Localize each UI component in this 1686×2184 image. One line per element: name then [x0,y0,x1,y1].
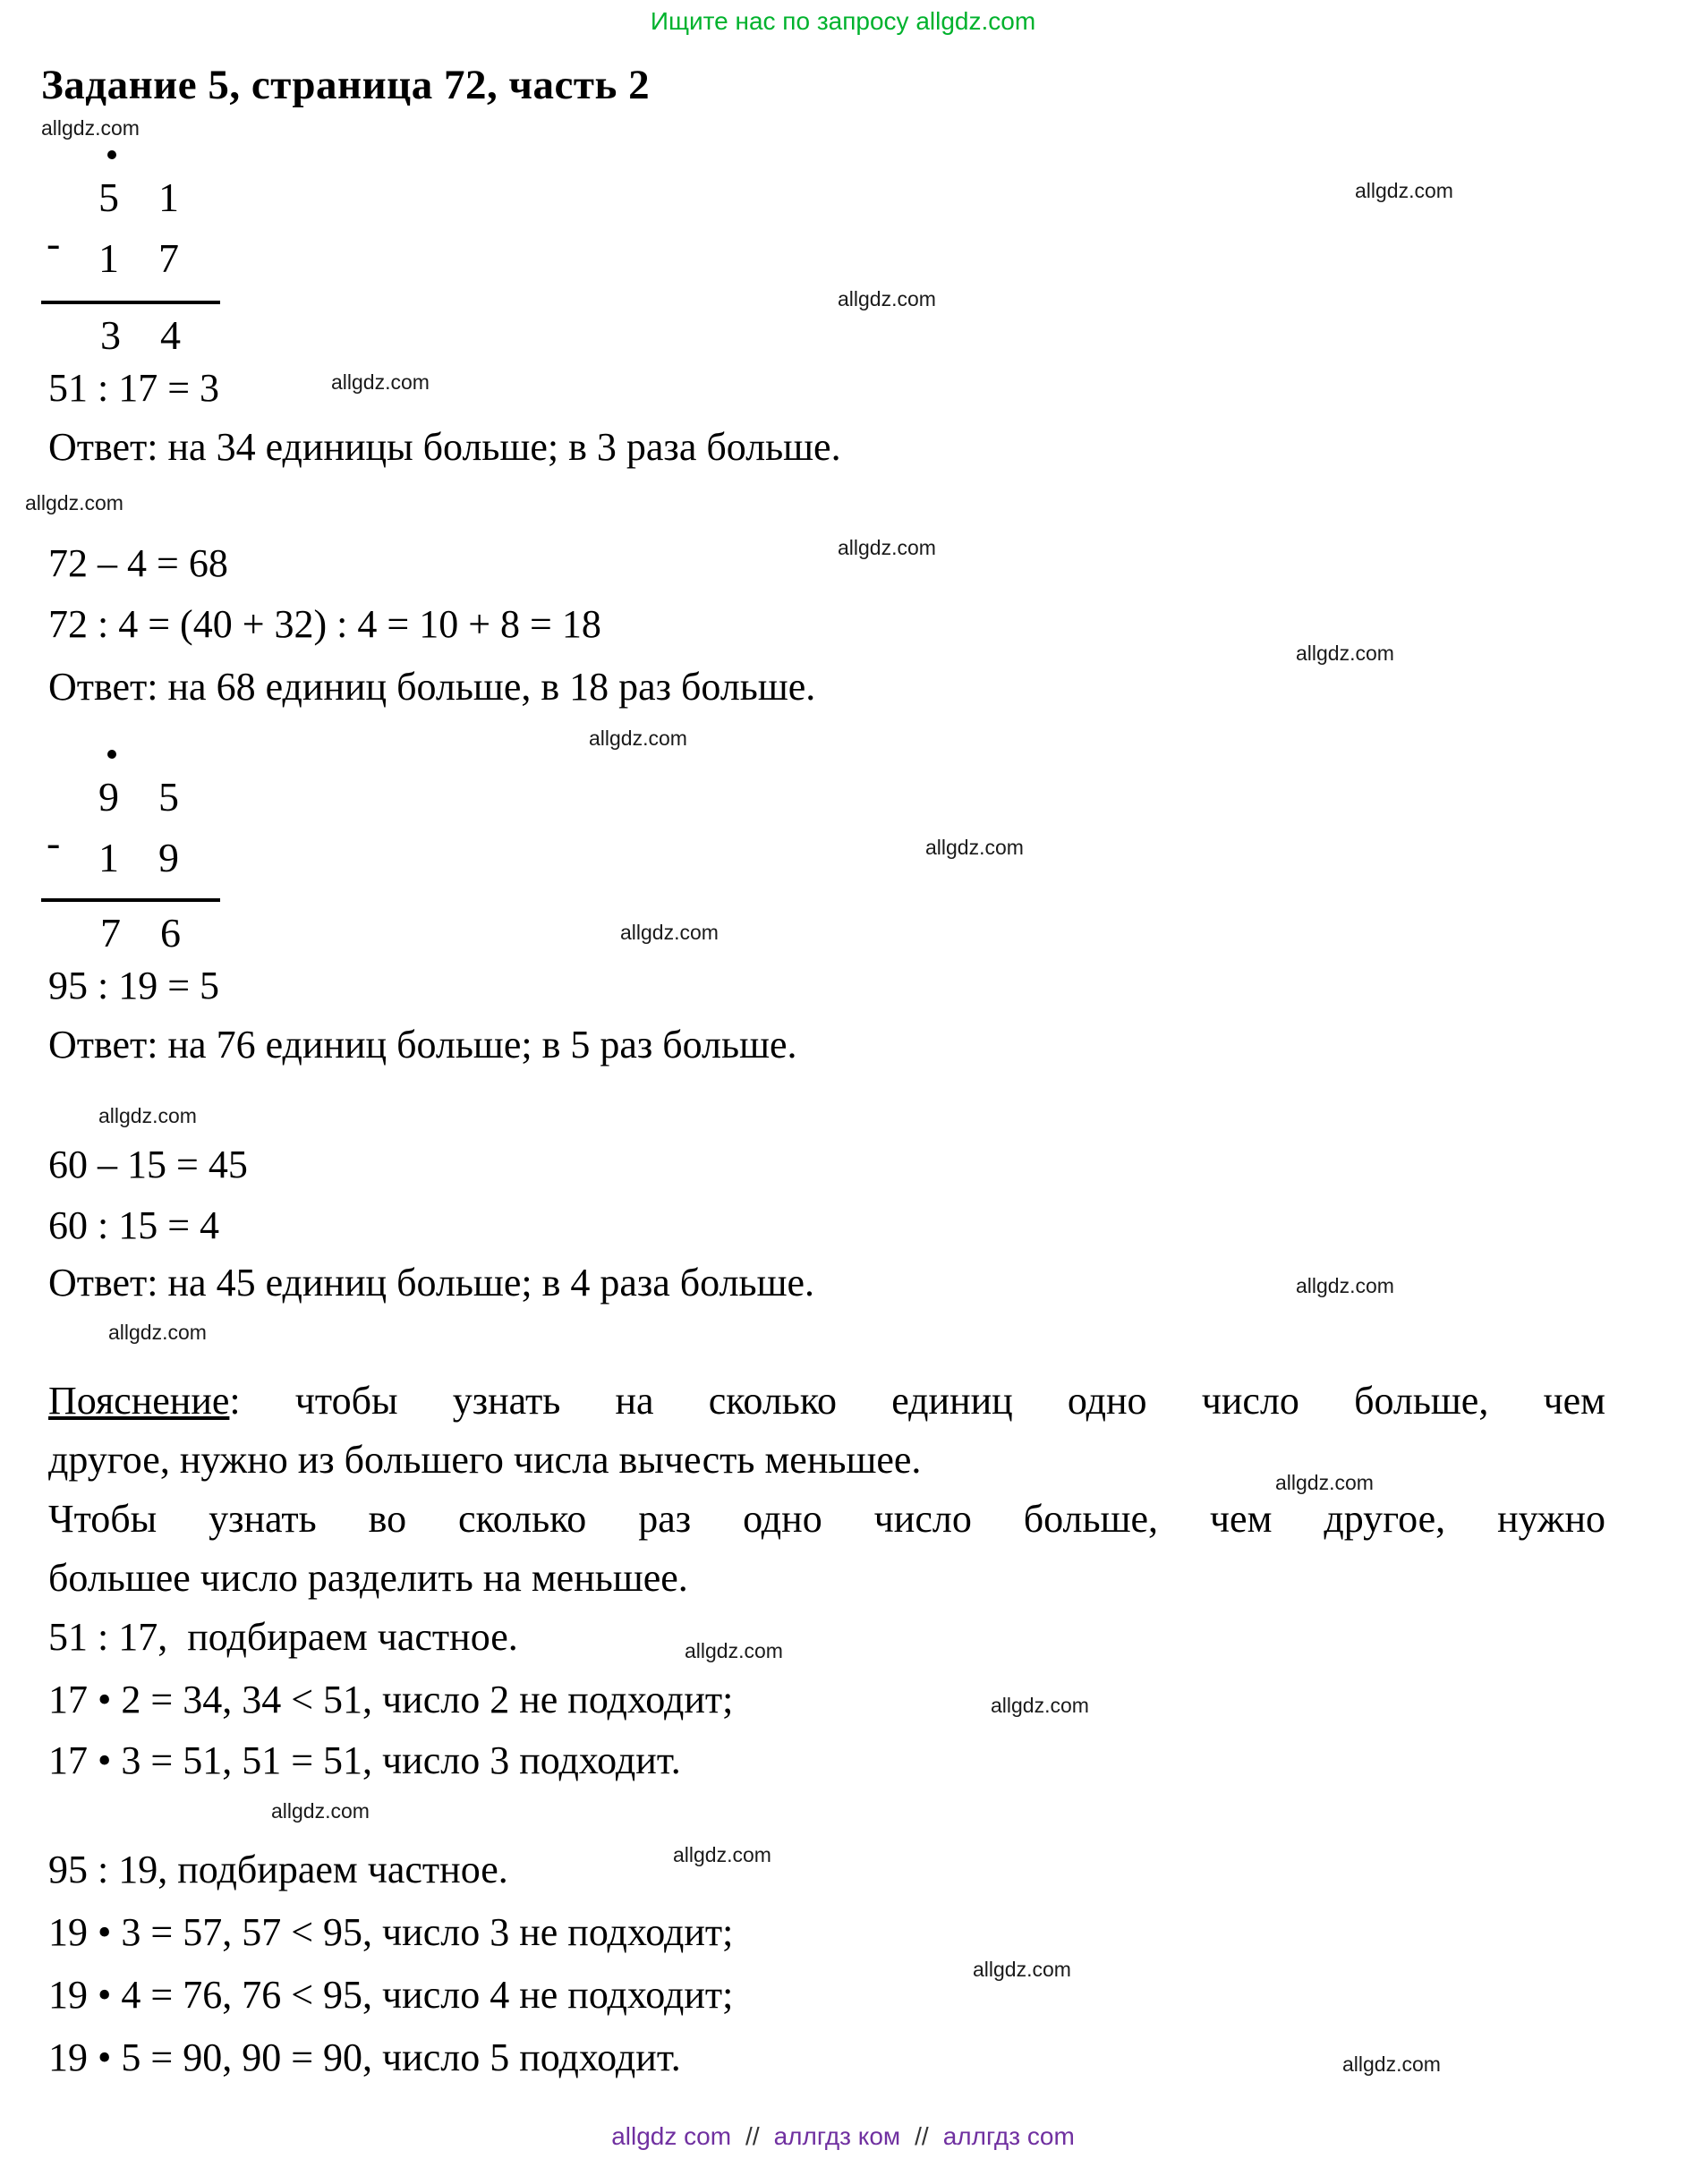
selection2-intro: 95 : 19, подбираем частное. [48,1848,508,1891]
answer-line-3: Ответ: на 76 единиц больше; в 5 раз больше. [48,1023,797,1067]
explanation-line-4: большее число разделить на меньшее. [48,1556,688,1600]
difference-row [100,911,181,956]
selection2-step-1: 19 • 3 = 57, 57 < 95, число 3 не подходит; [48,1910,734,1954]
watermark: allgdz.com [838,536,936,559]
digit: 7 [100,910,121,956]
digit: 5 [98,174,119,220]
borrow-dot [107,150,116,159]
selection2-step-2: 19 • 4 = 76, 76 < 95, число 4 не подходит; [48,1973,734,2017]
digit: 7 [158,235,179,281]
watermark: allgdz.com [1296,642,1394,665]
footer [0,2122,1686,2151]
explanation-line-1 [48,1378,1605,1425]
difference-line-2: 72 – 4 = 68 [48,541,228,585]
subtraction-rule [41,301,220,304]
footer-separator: // [745,2122,760,2150]
watermark: allgdz.com [925,836,1024,859]
explanation-line-3: Чтобы узнать во сколько раз одно число больше, чем другое, нужно [48,1497,1605,1541]
watermark: allgdz.com [41,116,140,140]
watermark: allgdz.com [991,1694,1089,1717]
borrow-dot [107,750,116,759]
page-title: Задание 5, страница 72, часть 2 [41,62,651,108]
watermark: allgdz.com [1275,1471,1374,1494]
digit: 1 [158,174,179,220]
watermark: allgdz.com [1342,2052,1441,2076]
selection2-step-3: 19 • 5 = 90, 90 = 90, число 5 подходит. [48,2035,681,2079]
subtrahend-row [98,236,179,282]
footer-brand-1: allgdz com [611,2122,732,2150]
selection1-intro: 51 : 17, подбираем частное. [48,1615,518,1659]
watermark: allgdz.com [838,287,936,310]
watermark: allgdz.com [973,1958,1071,1981]
division-line-1: 51 : 17 = 3 [48,366,220,410]
footer-brand-3: аллгдз com [942,2122,1075,2150]
digit: 1 [98,835,119,880]
footer-separator: // [915,2122,929,2150]
minus-sign: - [47,220,61,266]
explanation-line-2: другое, нужно из большего числа вычесть меньшее. [48,1438,922,1482]
difference-line-4: 60 – 15 = 45 [48,1143,248,1186]
answer-line-2: Ответ: на 68 единиц больше, в 18 раз больше. [48,665,816,709]
difference-row [100,313,181,359]
division-line-3: 95 : 19 = 5 [48,964,220,1007]
selection1-step-1: 17 • 2 = 34, 34 < 51, число 2 не подходит; [48,1678,734,1721]
footer-brand-2: аллгдз ком [773,2122,901,2150]
selection1-step-2: 17 • 3 = 51, 51 = 51, число 3 подходит. [48,1738,681,1782]
division-line-2: 72 : 4 = (40 + 32) : 4 = 10 + 8 = 18 [48,602,601,646]
minuend-row [98,175,179,221]
answer-line-4: Ответ: на 45 единиц больше; в 4 раза больше. [48,1261,815,1304]
watermark: allgdz.com [620,921,719,944]
watermark: allgdz.com [685,1639,783,1662]
digit: 6 [160,910,181,956]
watermark: allgdz.com [271,1799,370,1823]
digit: 5 [158,774,179,820]
answer-line-1: Ответ: на 34 единицы больше; в 3 раза больше. [48,425,841,469]
watermark: allgdz.com [1296,1274,1394,1297]
explanation-label: Пояснение [48,1379,230,1423]
minus-sign: - [47,820,61,865]
division-line-4: 60 : 15 = 4 [48,1203,220,1247]
watermark: allgdz.com [331,370,430,394]
explanation-text: : чтобы узнать на сколько единиц одно число больше, чем [229,1379,1605,1423]
minuend-row [98,775,179,820]
watermark: allgdz.com [98,1104,197,1127]
watermark: allgdz.com [108,1321,207,1344]
subtrahend-row [98,836,179,881]
digit: 4 [160,312,181,358]
digit: 1 [98,235,119,281]
digit: 3 [100,312,121,358]
watermark: allgdz.com [673,1843,771,1866]
watermark: allgdz.com [589,727,687,750]
watermark: allgdz.com [1355,179,1453,202]
watermark: allgdz.com [25,491,123,514]
subtraction-rule [41,898,220,902]
site-promo-text: Ищите нас по запросу allgdz.com [650,7,1036,35]
digit: 9 [98,774,119,820]
digit: 9 [158,835,179,880]
